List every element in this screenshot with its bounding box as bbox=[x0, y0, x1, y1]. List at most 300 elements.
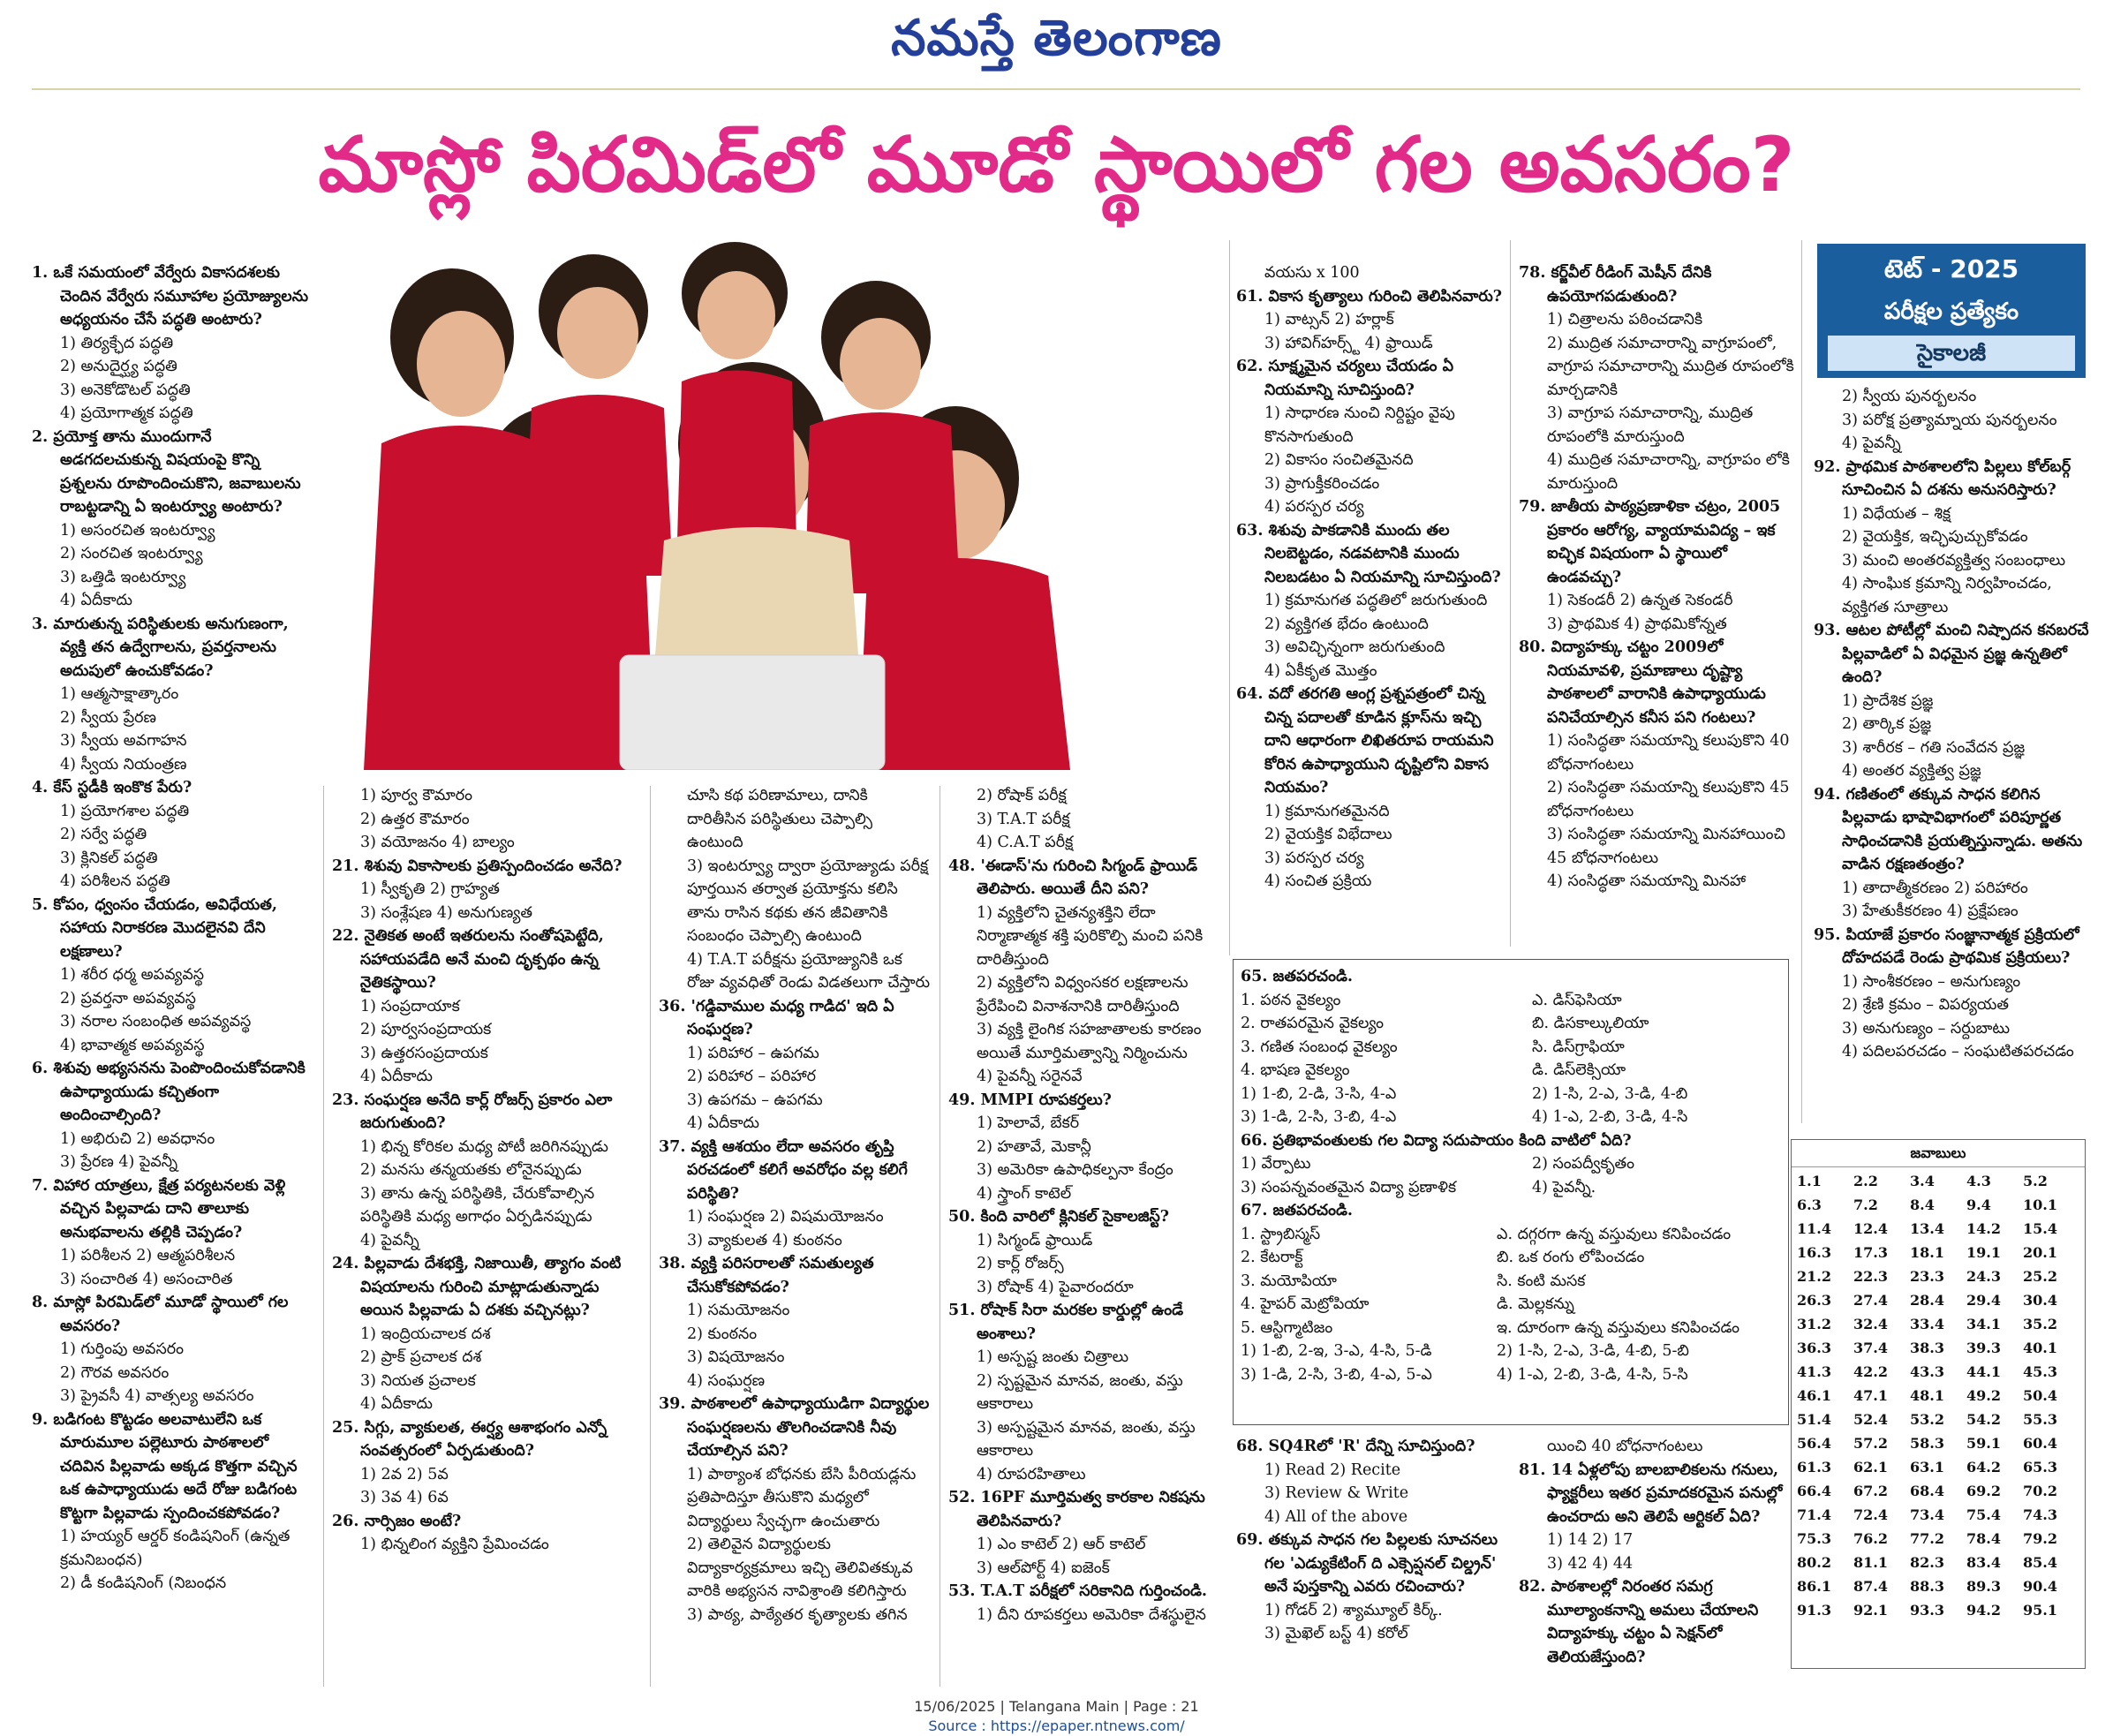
answer-cell: 26.3 bbox=[1797, 1292, 1831, 1309]
question: 22. నైతికత అంటే ఇతరులను సంతోషపెట్టేది, సహాయపడేది అనే మంచి దృక్పథం ఉన్న నైతికస్థాయి? bbox=[332, 927, 604, 992]
option: 3) ఉత్తరసంప్రదాయక bbox=[360, 1044, 488, 1062]
question: 92. ప్రాథమిక పాఠశాలలోని పిల్లలు కోల్‌బర్గ్ సూచించిన ఏ దశను అనుసరిస్తారు? bbox=[1814, 457, 2071, 499]
answer-cell: 22.3 bbox=[1853, 1268, 1888, 1285]
question: 61. వికాస కృత్యాలు గురించి తెలిపినవారు? bbox=[1236, 287, 1503, 306]
option: 1) తిర్యక్ఛేద పద్ధతి bbox=[60, 334, 174, 352]
answer-cell: 21.2 bbox=[1797, 1268, 1831, 1285]
question: 52. 16PF మూర్తిమత్వ కారకాల నికషను తెలిపినవారు? bbox=[948, 1489, 1205, 1530]
question: 6. శిశువు అభ్యసనను పెంపొందించుకోవడానికి ఉపాధ్యాయుడు కచ్చితంగా అందించాల్సింది? bbox=[32, 1060, 306, 1124]
question: 53. T.A.T పరీక్షలో సరికానిది గుర్తించండి. bbox=[948, 1582, 1207, 1600]
question: 26. నార్సిజం అంటే? bbox=[332, 1512, 462, 1530]
option: 4) ఏదీకాదు bbox=[360, 1395, 433, 1413]
answer-cell: 25.2 bbox=[2023, 1268, 2057, 1285]
question: 63. శిశువు పాకడానికి ముందు తల నిలబెట్టడం, నడవటానికి ముందు నిలబడటం ఏ నియమాన్ని సూచిస్తుంది? bbox=[1236, 521, 1501, 586]
option: 3) అవిచ్ఛిన్నంగా జరుగుతుంది bbox=[1264, 638, 1445, 656]
column-4 bbox=[948, 784, 1220, 1687]
option: 1) అసంరచిత ఇంటర్వ్యూ bbox=[60, 521, 215, 540]
option: 1) తాదాత్మీకరణం 2) పరిహారం bbox=[1842, 879, 2028, 897]
question: 93. ఆటల పోటీల్లో మంచి నిష్పాదన కనబరచే పిల్లవాడిలో ఏ విధమైన ప్రజ్ఞ ఉన్నతిలో ఉంది? bbox=[1814, 622, 2089, 686]
option: 2) గౌరవ అవసరం bbox=[60, 1363, 170, 1382]
question: 95. పియాజే ప్రకారం సంజ్ఞానాత్మక ప్రక్రియలో దోహదపడే రెండు ప్రాథమిక ప్రక్రియలు? bbox=[1814, 925, 2079, 967]
masthead bbox=[0, 0, 2113, 81]
option: 3) నరాల సంబంధిత అపవ్యవస్థ bbox=[60, 1013, 252, 1030]
headline: మాస్లో పిరమిడ్‌లో మూడో స్థాయిలో గల అవసరం? bbox=[318, 121, 1795, 209]
option: 2) అనుదైర్ఘ్య పద్ధతి bbox=[60, 358, 177, 375]
answer-cell: 11.4 bbox=[1797, 1220, 1831, 1237]
option: 4) ఏకీకృత మొత్తం bbox=[1264, 661, 1377, 680]
question: 79. జాతీయ పాఠ్యప్రణాళికా చట్రం, 2005 ప్రకారం ఆరోగ్య, వ్యాయామవిద్య – ఇక ఐచ్ఛిక విషయంగా ఏ స్థాయిలో ఉండవచ్చు? bbox=[1519, 498, 1781, 586]
answer-cell: 93.3 bbox=[1910, 1602, 1944, 1619]
option: 2) పరిహార – పరిహార bbox=[687, 1068, 816, 1085]
answer-cell: 92.1 bbox=[1853, 1602, 1888, 1619]
answer-cell: 6.3 bbox=[1797, 1196, 1822, 1213]
answer-cell: 18.1 bbox=[1910, 1244, 1944, 1261]
option: 4) ముద్రిత సమాచారాన్ని, వాగ్రూపం లోకి మారుస్తుంది bbox=[1547, 451, 1790, 493]
column-7 bbox=[1814, 385, 2091, 1127]
answer-cell: 70.2 bbox=[2023, 1483, 2057, 1499]
option: 1) Read 2) Recite bbox=[1264, 1461, 1401, 1479]
option: 3) పరోక్ష ప్రత్యామ్నాయ పునర్బలనం bbox=[1842, 411, 2057, 429]
option: 3) హేతుకీకరణం 4) ప్రక్షేపణం bbox=[1842, 902, 2019, 920]
option: 1) దీని రూపకర్తలు అమెరికా దేశస్థులైన bbox=[977, 1605, 1206, 1624]
newspaper-logo: నమస్తే తెలంగాణ bbox=[891, 9, 1222, 67]
option: 2) పూర్వసంప్రదాయక bbox=[360, 1021, 492, 1038]
question: 82. పాఠశాలల్లో నిరంతర సమగ్ర మూల్యాంకనాన్ని అమలు చేయాలని విద్యాహక్కు చట్టం ఏ సెక్షన్‌లో తెలియజేస్తుంది? bbox=[1519, 1578, 1759, 1666]
answer-cell: 48.1 bbox=[1910, 1387, 1944, 1404]
match-left: 2. రాతపరమైన వైకల్యం bbox=[1241, 1015, 1384, 1032]
option: చూసి కథ పరిణామాలు, దానికి దారితీసిన పరిస్థితులు చెప్పాల్సి ఉంటుంది bbox=[687, 787, 872, 851]
option: 3) ప్రేరణ 4) పైవన్నీ bbox=[60, 1153, 178, 1171]
answer-cell: 57.2 bbox=[1853, 1435, 1888, 1452]
option: 3) విషయోజనం bbox=[687, 1348, 785, 1366]
column-rule bbox=[1801, 240, 1802, 1123]
question: 78. కర్జ్‌వీల్ రీడింగ్ మెషీన్ దేనికి ఉపయోగపడుతుంది? bbox=[1519, 264, 1712, 306]
option: 3) ఉపగమ – ఉపగమ bbox=[687, 1091, 823, 1109]
option: 3) ప్రాగుక్తీకరించడం bbox=[1264, 474, 1380, 493]
answer-cell: 85.4 bbox=[2023, 1554, 2057, 1571]
answer-cell: 47.1 bbox=[1853, 1387, 1888, 1404]
option: 2) ముద్రిత సమాచారాన్ని వాగ్రూపంలో, వాగ్రూప సమాచారాన్ని ముద్రిత రూపంలోకి మార్చడానికి bbox=[1547, 334, 1794, 399]
answer-cell: 36.3 bbox=[1797, 1340, 1831, 1356]
match-left: 4. భాషణ వైకల్యం bbox=[1241, 1061, 1350, 1079]
option: 1) ఎం కాటెల్ 2) ఆర్ కాటెల్ bbox=[977, 1536, 1146, 1553]
option: 2) వికాసం సంచితమైనది bbox=[1264, 451, 1414, 469]
option: 1) 1-బి, 2-ఇ, 3-ఎ, 4-సి, 5-డి bbox=[1241, 1342, 1432, 1360]
column-5-bottom bbox=[1236, 1435, 1503, 1687]
question: 50. కింది వారిలో క్లినికల్ సైకాలజిస్ట్? bbox=[948, 1208, 1170, 1226]
option: 1) వాట్సన్ 2) హర్లాక్ bbox=[1264, 311, 1394, 328]
option: 3) 1-డి, 2-సి, 3-బి, 4-ఎ bbox=[1241, 1108, 1397, 1126]
option: 1) హయ్యర్ ఆర్డర్ కండిషనింగ్ (ఉన్నత క్రమనిబంధన) bbox=[60, 1528, 291, 1569]
option: 3) T.A.T పరీక్ష bbox=[977, 810, 1070, 828]
option: 2) సంపద్వీకృతం bbox=[1532, 1155, 1634, 1173]
answer-cell: 37.4 bbox=[1853, 1340, 1888, 1356]
option: 1) సంసిద్ధతా సమయాన్ని కలుపుకొని 40 బోధనాగంటలు bbox=[1547, 732, 1790, 774]
option: 1) క్రమానుగత పద్ధతిలో జరుగుతుంది bbox=[1264, 592, 1488, 609]
match-right: డి. మెల్లకన్ను bbox=[1497, 1295, 1574, 1313]
answer-cell: 88.3 bbox=[1910, 1578, 1944, 1595]
option: 3) అనుగుణ్యం – సర్దుబాటు bbox=[1842, 1019, 2010, 1038]
answer-cell: 55.3 bbox=[2023, 1411, 2057, 1428]
answer-cell: 20.1 bbox=[2023, 1244, 2057, 1261]
option: 1) భిన్న కోరికల మధ్య పోటీ జరిగినప్పుడు bbox=[360, 1137, 608, 1156]
option: 3) పరస్పర చర్య bbox=[1264, 849, 1364, 867]
option: 4) స్వీయ నియంత్రణ bbox=[60, 755, 187, 774]
question: 49. MMPI రూపకర్తలు? bbox=[948, 1091, 1112, 1109]
question: 94. గణితంలో తక్కువ సాధన కలిగిన పిల్లవాడు భాషావిభాగంలో పరిపూర్ణత సాధించడానికి ప్రయత్నిస్తున్నాడు. అతను వాడిన రక్షణతంత్రం? bbox=[1814, 785, 2083, 873]
answer-cell: 81.1 bbox=[1853, 1554, 1888, 1571]
option: 2) రోషాక్ పరీక్ష bbox=[977, 787, 1067, 804]
answer-cell: 71.4 bbox=[1797, 1506, 1831, 1523]
option: 1) వేర్పాటు bbox=[1241, 1155, 1311, 1173]
answer-cell: 59.1 bbox=[1966, 1435, 2001, 1452]
match-left: 4. హైపర్ మెట్రోపియా bbox=[1241, 1295, 1370, 1313]
answer-cell: 94.2 bbox=[1966, 1602, 2001, 1619]
option: 1) ఇంద్రియచాలక దశ bbox=[360, 1325, 491, 1343]
answer-cell: 17.3 bbox=[1853, 1244, 1888, 1261]
option: 1) ఆత్మసాక్షాత్కారం bbox=[60, 685, 179, 703]
option: 3) ప్రైవసీ 4) వాత్సల్య అవసరం bbox=[60, 1387, 254, 1405]
answer-cell: 90.4 bbox=[2023, 1578, 2057, 1595]
option: 4) 1-ఎ, 2-బి, 3-డి, 4-సి, 5-సి bbox=[1497, 1365, 1688, 1384]
option: 2) కుంఠనం bbox=[687, 1325, 758, 1343]
column-2 bbox=[332, 784, 641, 1687]
answer-cell: 30.4 bbox=[2023, 1292, 2057, 1309]
option: యించి 40 బోధనాగంటలు bbox=[1547, 1438, 1703, 1455]
answer-key-grid bbox=[1792, 1167, 2085, 1624]
match-left: 5. ఆస్టిగ్మాటిజం bbox=[1241, 1318, 1333, 1337]
question: 4. కేస్ స్టడీకి ఇంకొక పేరు? bbox=[32, 779, 192, 796]
question: 25. సిగ్గు, వ్యాకులత, ఈర్ష్య ఆశాభంగం ఎన్నో సంవత్సరంలో ఏర్పడుతుంది? bbox=[332, 1418, 607, 1460]
match-right: సి. కంటి మసక bbox=[1497, 1272, 1586, 1290]
question: 48. 'ఈడాస్'ను గురించి సిగ్మండ్ ఫ్రాయిడ్ తెలిపారు. అయితే దీని పని? bbox=[948, 857, 1198, 898]
option: 3) మైఖెల్ బస్ట్ 4) కరోల్ bbox=[1264, 1625, 1408, 1642]
match-left: 3. మయోపియా bbox=[1241, 1272, 1337, 1290]
option: 1) సాధారణ నుంచి నిర్దిష్టం వైపు కొనసాగుతుంది bbox=[1264, 404, 1455, 446]
option: 1) గోడర్ 2) శ్యామ్యూల్ కిర్క్. bbox=[1264, 1601, 1443, 1619]
answer-cell: 34.1 bbox=[1966, 1316, 2001, 1332]
answer-cell: 72.4 bbox=[1853, 1506, 1888, 1523]
match-right: బి. డిసకాల్కులియా bbox=[1532, 1015, 1649, 1032]
footer-source-link[interactable]: Source : https://epaper.ntnews.com/ bbox=[928, 1717, 1185, 1734]
option: 4) సంచిత ప్రక్రియ bbox=[1264, 872, 1372, 890]
option: 2) హతావే, మెకాన్లీ bbox=[977, 1137, 1091, 1156]
option: 3) ఆల్‌పోర్ట్ 4) ఐజెంక్ bbox=[977, 1559, 1110, 1577]
students-teacher-photo bbox=[328, 240, 1141, 770]
question: 1. ఒకే సమయంలో వేర్వేరు వికాసదశలకు చెందిన వేర్వేరు సమూహాల ప్రయోజ్యులను అధ్యయనం చేసే పద్ధతి అంటారు? bbox=[32, 264, 309, 328]
answer-cell: 76.2 bbox=[1853, 1530, 1888, 1547]
option: 4) పైవన్నీ సరైనవే bbox=[977, 1068, 1083, 1085]
option: 1) సమయోజనం bbox=[687, 1302, 790, 1319]
option: 2) వ్యక్తిలోని విధ్వంసకర లక్షణాలను ప్రేరేపించి వినాశనానికి దారితీస్తుంది bbox=[977, 974, 1189, 1015]
question: 38. వ్యక్తి పరిసరాలతో సమతుల్యత చేసుకోకపోవడం? bbox=[659, 1255, 874, 1296]
option: 1) ప్రాదేశిక ప్రజ్ఞ bbox=[1842, 691, 1934, 710]
option: 1) అస్పష్ట జంతు చిత్రాలు bbox=[977, 1348, 1129, 1366]
option: 3) అస్పష్టమైన మానవ, జంతు, వస్తు ఆకారాలు bbox=[977, 1418, 1196, 1460]
option: 4) 1-ఎ, 2-బి, 3-డి, 4-సి bbox=[1532, 1108, 1688, 1126]
option: 4) సంఘర్షణ bbox=[687, 1371, 766, 1390]
match-right: ఎ. డిస్‌ఫెసియా bbox=[1532, 991, 1622, 1009]
answer-cell: 24.3 bbox=[1966, 1268, 2001, 1285]
option: 2) తెలివైన విద్యార్థులకు విద్యాకార్యక్రమాలు ఇచ్చి తెలివితక్కువ వారికి అభ్యసన నావిశ్రాంతి కలిగిస్తారు bbox=[687, 1536, 913, 1600]
option: 4) పైవన్నీ. bbox=[1532, 1178, 1596, 1196]
option: 2) వైయక్తిక, ఇచ్ఛిపుచ్చుకోవడం bbox=[1842, 528, 2028, 546]
option: 4) పరస్పర చర్య bbox=[1264, 498, 1364, 516]
option: 2) కార్ల్ రోజర్స్ bbox=[977, 1255, 1064, 1272]
option: 4) భావాత్మక అపవ్యవస్థ bbox=[60, 1036, 205, 1054]
question: 24. పిల్లవాడు దేశభక్తి, నిజాయితీ, త్యాగం వంటి విషయాలను గురించి మాట్లాడుతున్నాడు అయిన పిల్లవాడు ఏ దశకు వచ్చినట్లు? bbox=[332, 1255, 622, 1319]
question: 80. విద్యాహక్కు చట్టం 2009లో నియమావళి, ప్రమాణాలు దృష్ట్యా పాఠశాలలో వారానికి ఉపాధ్యాయుడు పనిచేయాల్సిన కనీస పని గంటలు? bbox=[1519, 638, 1766, 727]
column-1 bbox=[32, 261, 313, 1687]
option: 3) స్వీయ అవగాహన bbox=[60, 732, 187, 750]
column-6 bbox=[1519, 261, 1794, 947]
option: 2) సంరచిత ఇంటర్వ్యూ bbox=[60, 545, 203, 562]
option: 3) సంచారిత 4) అసంచారిత bbox=[60, 1270, 233, 1288]
answer-cell: 23.3 bbox=[1910, 1268, 1944, 1285]
option: 3) వ్యాకులత 4) కుంఠనం bbox=[687, 1231, 842, 1249]
question-66: 66. ప్రతిభావంతులకు గల విద్యా సదుపాయం కింది వాటిలో ఏది? bbox=[1241, 1131, 1632, 1150]
option: 3) మంచి అంతరవ్యక్తిత్వ సంబంధాలు bbox=[1842, 551, 2066, 570]
option: 1) 14 2) 17 bbox=[1547, 1531, 1634, 1549]
answer-cell: 42.2 bbox=[1853, 1363, 1888, 1380]
option: 2) తార్కిక ప్రజ్ఞ bbox=[1842, 715, 1932, 733]
option: 2) సంసిద్ధతా సమయాన్ని కలుపుకొని 45 బోధనాగంటలు bbox=[1547, 779, 1790, 820]
question: 7. విహార యాత్రలు, క్షేత్ర పర్యటనలకు వెళ్లి వచ్చిన పిల్లవాడు దాని తాలూకు అనుభవాలను తల్లికి చెప్పడం? bbox=[32, 1176, 286, 1242]
option: 4) పైవన్నీ bbox=[1842, 434, 1901, 452]
option: 1) విధేయత – శిక్ష bbox=[1842, 504, 1951, 523]
option: 3) వాగ్రూప సమాచారాన్ని, ముద్రిత రూపంలోకి మారుస్తుంది bbox=[1547, 404, 1754, 446]
answer-cell: 27.4 bbox=[1853, 1292, 1888, 1309]
option: 4) అంతర వ్యక్తిత్వ ప్రజ్ఞ bbox=[1842, 762, 1981, 780]
option: 1) స్వీకృతి 2) గ్రాహ్యత bbox=[360, 880, 500, 898]
question: 69. తక్కువ సాధన గల పిల్లలకు సూచనలు గల 'ఎడ్యుకేటింగ్ ది ఎక్సెప్షనల్ చిల్డ్రన్' అనే పుస్తకాన్ని ఎవరు రచించారు? bbox=[1236, 1531, 1498, 1596]
answer-cell: 31.2 bbox=[1797, 1316, 1831, 1332]
question: 68. SQ4Rలో 'R' దేన్ని సూచిస్తుంది? bbox=[1236, 1438, 1475, 1455]
option: 1) సెకండరీ 2) ఉన్నత సెకండరీ bbox=[1547, 592, 1733, 609]
answer-cell: 60.4 bbox=[2023, 1435, 2057, 1452]
answer-cell: 4.3 bbox=[1966, 1173, 1991, 1189]
option: 2) డీ కండిషనింగ్ (నిబంధన bbox=[60, 1574, 227, 1592]
column-5 bbox=[1236, 261, 1503, 947]
question: 36. 'గడ్డివాముల మధ్య గాడిద' ఇది ఏ సంఘర్షణ? bbox=[659, 997, 894, 1038]
question: 8. మాస్లో పిరమిడ్‌లో మూడో స్థాయిలో గల అవసరం? bbox=[32, 1294, 289, 1335]
question: 51. రోషాక్ సిరా మరకల కార్డుల్లో ఉండే అంశాలు? bbox=[948, 1302, 1184, 1343]
option: 1) సిగ్మండ్ ఫ్రాయిడ్ bbox=[977, 1231, 1093, 1249]
answer-cell: 64.2 bbox=[1966, 1459, 2001, 1476]
matching-questions-box bbox=[1233, 959, 1789, 1425]
answer-cell: 66.4 bbox=[1797, 1483, 1831, 1499]
answer-cell: 12.4 bbox=[1853, 1220, 1888, 1237]
option: 1) పరిశీలన 2) ఆత్మపరిశీలన bbox=[60, 1247, 236, 1264]
option: 2) ఉత్తర కౌమారం bbox=[360, 810, 470, 828]
answer-cell: 1.1 bbox=[1797, 1173, 1822, 1189]
match-left: 1. పఠన వైకల్యం bbox=[1241, 991, 1341, 1009]
answer-cell: 68.4 bbox=[1910, 1483, 1944, 1499]
option: 3) ఇంటర్వ్యూ ద్వారా ప్రయోజ్యుడు పరీక్ష పూర్తయిన తర్వాత ప్రయోక్తను కలిసి తాను రాసిన కథకు తన జీవితానికి సంబంధం చెప్పాల్సి ఉంటుంది bbox=[687, 857, 929, 945]
answer-cell: 86.1 bbox=[1797, 1578, 1831, 1595]
option: 3) క్లినికల్ పద్ధతి bbox=[60, 849, 158, 867]
answer-cell: 65.3 bbox=[2023, 1459, 2057, 1476]
answer-cell: 39.3 bbox=[1966, 1340, 2001, 1356]
answer-cell: 61.3 bbox=[1797, 1459, 1831, 1476]
option: 4) ప్రయోగాత్మక పద్ధతి bbox=[60, 404, 193, 422]
option: 3) తాను ఉన్న పరిస్థితికి, చేరుకోవాల్సిన పరిస్థితికి మధ్య అగాధం ఏర్పడినప్పుడు bbox=[360, 1184, 595, 1226]
option: 2) ప్రవర్తనా అపవ్యవస్థ bbox=[60, 989, 196, 1008]
answer-cell: 67.2 bbox=[1853, 1483, 1888, 1499]
answer-cell: 32.4 bbox=[1853, 1316, 1888, 1332]
option: 3) నియత ప్రచాలక bbox=[360, 1371, 476, 1390]
match-right: బి. ఒక రంగు లోపించడం bbox=[1497, 1249, 1645, 1266]
answer-cell: 95.1 bbox=[2023, 1602, 2057, 1619]
answer-cell: 54.2 bbox=[1966, 1411, 2001, 1428]
option: 3) Review & Write bbox=[1264, 1484, 1409, 1502]
answer-key-title: జవాబులు bbox=[1792, 1140, 2085, 1167]
answer-cell: 75.3 bbox=[1797, 1530, 1831, 1547]
option: 1) అభిరుచి 2) అవధానం bbox=[60, 1129, 215, 1148]
option: 2) సర్వే పద్ధతి bbox=[60, 826, 147, 843]
answer-cell: 74.3 bbox=[2023, 1506, 2057, 1523]
question: 64. వదో తరగతి ఆంగ్ల ప్రశ్నపత్రంలో చిన్న చిన్న పదాలతో కూడిన క్లూస్‌ను ఇచ్చి దాని ఆధారంగా లిఖితరూప రాయమని కోరిన ఉపాధ్యాయుని దృష్టిలోని వికాస నియమం? bbox=[1236, 685, 1494, 796]
option: 3) రోషాక్ 4) పైవారందరూ bbox=[977, 1278, 1134, 1296]
column-rule bbox=[1510, 240, 1511, 947]
option: 3) వయోజనం 4) బాల్యం bbox=[360, 834, 515, 851]
answer-cell: 2.2 bbox=[1853, 1173, 1878, 1189]
option: 1) సంప్రదాయాక bbox=[360, 997, 460, 1015]
answer-cell: 73.4 bbox=[1910, 1506, 1944, 1523]
option: 1) భిన్నలింగ వ్యక్తిని ప్రేమించడం bbox=[360, 1536, 549, 1553]
answer-cell: 49.2 bbox=[1966, 1387, 2001, 1404]
option: 1) పాఠ్యాంశ బోధనకు బేసి పీరియడ్లను ప్రతిపాదిస్తూ తీసుకొని మధ్యలో విద్యార్థులు స్వేచ్ఛగా ఉంచుతారు bbox=[687, 1465, 917, 1530]
answer-cell: 56.4 bbox=[1797, 1435, 1831, 1452]
answer-cell: 53.2 bbox=[1910, 1411, 1944, 1428]
column-3 bbox=[659, 784, 931, 1687]
option: 4) C.A.T పరీక్ష bbox=[977, 834, 1074, 851]
answer-cell: 83.4 bbox=[1966, 1554, 2001, 1571]
option: 3) హావిగ్‌హర్స్ట్ 4) ఫ్రాయిడ్ bbox=[1264, 334, 1433, 352]
answer-cell: 77.2 bbox=[1910, 1530, 1944, 1547]
option: 3) ప్రాథమిక 4) ప్రాథమికోన్నత bbox=[1547, 615, 1727, 633]
match-left: 2. కేటరాక్ట్ bbox=[1241, 1249, 1303, 1266]
answer-cell: 87.4 bbox=[1853, 1578, 1888, 1595]
option: 1) క్రమానుగతమైనది bbox=[1264, 802, 1390, 820]
option: 1) పూర్వ కౌమారం bbox=[360, 787, 473, 804]
answer-cell: 75.4 bbox=[1966, 1506, 2001, 1523]
section-tag-subtitle: పరీక్షల ప్రత్యేకం bbox=[1883, 298, 2019, 325]
option: 4) పైవన్నీ bbox=[360, 1231, 419, 1249]
answer-cell: 62.1 bbox=[1853, 1459, 1888, 1476]
answer-cell: 35.2 bbox=[2023, 1316, 2057, 1332]
option: 4) పదిలపరచడం – సంఘటితపరచడం bbox=[1842, 1043, 2074, 1060]
match-right: ఎ. దగ్గరగా ఉన్న వస్తువులు కనిపించడం bbox=[1497, 1225, 1732, 1243]
question-67: 67. జతపరచండి. bbox=[1241, 1202, 1353, 1219]
option: 1) శరీర ధర్మ అపవ్యవస్థ bbox=[60, 966, 205, 984]
answer-cell: 79.2 bbox=[2023, 1530, 2057, 1547]
option: 1) వ్యక్తిలోని చైతన్యశక్తిని లేదా నిర్మాణాత్మక శక్తి పురికొల్పి మంచి పనికి దారితీస్తుంది bbox=[977, 903, 1204, 969]
answer-cell: 9.4 bbox=[1966, 1196, 1991, 1213]
match-left: 3. గణిత సంబంధ వైకల్యం bbox=[1241, 1038, 1398, 1056]
option: 3) సంసిద్ధతా సమయాన్ని మినహాయించి 45 బోధనాగంటలు bbox=[1547, 826, 1785, 867]
answer-cell: 44.1 bbox=[1966, 1363, 2001, 1380]
option: 4) రూపరహితాలు bbox=[977, 1465, 1086, 1483]
option: 3) సంపన్నవంతమైన విద్యా ప్రణాళిక bbox=[1241, 1178, 1457, 1196]
question: 81. 14 ఏళ్లలోపు బాలబాలికలను గనులు, ఫ్యాక్టరీలు ఇతర ప్రమాదకరమైన పనుల్లో ఉంచరాదు అని తెలిపే ఆర్టికల్ ఏది? bbox=[1519, 1461, 1783, 1526]
option: 1) పరిహార – ఉపగమ bbox=[687, 1044, 819, 1062]
column-rule bbox=[1229, 240, 1230, 955]
column-rule bbox=[650, 786, 651, 1687]
answer-cell: 46.1 bbox=[1797, 1387, 1831, 1404]
option: 3) శారీరక – గతి సంవేదన ప్రజ్ఞ bbox=[1842, 738, 2026, 757]
question: 39. పాఠశాలలో ఉపాధ్యాయుడిగా విద్యార్థుల సంఘర్షణలను తొలగించడానికి నీవు చేయాల్సిన పని? bbox=[659, 1395, 930, 1460]
option: 4) T.A.T పరీక్షను ప్రయోజ్యునికి ఒక రోజు వ్యవధితో రెండు విడతలుగా చేస్తారు bbox=[687, 950, 931, 992]
option: 1) హెలావే, బేకర్ bbox=[977, 1114, 1080, 1132]
question: 3. మారుతున్న పరిస్థితులకు అనుగుణంగా, వ్యక్తి తన ఉద్వేగాలను, ప్రవర్తనాలను అదుపులో ఉంచుకోవడం? bbox=[32, 615, 289, 680]
answer-key-box bbox=[1791, 1139, 2086, 1669]
answer-cell: 14.2 bbox=[1966, 1220, 2001, 1237]
match-right: డి. డిస్‌లెక్సియా bbox=[1532, 1061, 1626, 1079]
answer-cell: 13.4 bbox=[1910, 1220, 1944, 1237]
section-tag bbox=[1817, 244, 2086, 378]
option: 4) పరిశీలన పద్ధతి bbox=[60, 872, 170, 890]
question: 2. ప్రయోక్త తాను ముందుగానే అడగదలచుకున్న విషయంపై కొన్ని ప్రశ్నలను రూపొందించుకొని, జవాబులను రాబట్టడాన్ని ఏ ఇంటర్వ్యూ అంటారు? bbox=[32, 427, 301, 516]
answer-cell: 45.3 bbox=[2023, 1363, 2057, 1380]
option: 3) అమెరికా ఉపాధికల్పనా కేంద్రం bbox=[977, 1161, 1173, 1179]
answer-cell: 43.3 bbox=[1910, 1363, 1944, 1380]
answer-cell: 80.2 bbox=[1797, 1554, 1831, 1571]
answer-cell: 52.4 bbox=[1853, 1411, 1888, 1428]
answer-cell: 40.1 bbox=[2023, 1340, 2057, 1356]
answer-cell: 58.3 bbox=[1910, 1435, 1944, 1452]
answer-cell: 33.4 bbox=[1910, 1316, 1944, 1332]
option: 3) 3వ 4) 6వ bbox=[360, 1489, 449, 1506]
answer-cell: 28.4 bbox=[1910, 1292, 1944, 1309]
option: 2) ప్రాక్ ప్రచాలక దశ bbox=[360, 1348, 482, 1366]
option: 2) స్పష్టమైన మానవ, జంతు, వస్తు ఆకారాలు bbox=[977, 1371, 1183, 1413]
answer-cell: 7.2 bbox=[1853, 1196, 1878, 1213]
masthead-divider bbox=[32, 88, 2080, 90]
option: 3) 42 4) 44 bbox=[1547, 1554, 1634, 1573]
option: 3) పాఠ్య, పాఠ్యేతర కృత్యాలకు తగిన bbox=[687, 1605, 908, 1624]
column-rule bbox=[323, 786, 324, 1687]
answer-cell: 51.4 bbox=[1797, 1411, 1831, 1428]
option: 3) ఒత్తిడి ఇంటర్వ్యూ bbox=[60, 568, 186, 586]
answer-cell: 41.3 bbox=[1797, 1363, 1831, 1380]
option: 4) ఏదీకాదు bbox=[360, 1068, 433, 1085]
answer-cell: 50.4 bbox=[2023, 1387, 2057, 1404]
question-65: 65. జతపరచండి. bbox=[1241, 968, 1353, 985]
question: 21. శిశువు వికాసాలకు ప్రతిస్పందించడం అనేది? bbox=[332, 857, 623, 875]
option: 3) అనెకోడొటల్ పద్ధతి bbox=[60, 381, 191, 399]
answer-cell: 16.3 bbox=[1797, 1244, 1831, 1261]
option: 4) ఏదీకాదు bbox=[60, 592, 132, 609]
option: 4) ఏదీకాదు bbox=[687, 1114, 759, 1132]
match-left: 1. స్ట్రాబిస్మస్ bbox=[1241, 1225, 1321, 1243]
answer-cell: 82.3 bbox=[1910, 1554, 1944, 1571]
option: 1) గుర్తింపు అవసరం bbox=[60, 1340, 185, 1358]
option: 2) వైయక్తిక విభేదాలు bbox=[1264, 826, 1392, 843]
answer-cell: 29.4 bbox=[1966, 1292, 2001, 1309]
option: 3) సంశ్లేషణ 4) అనుగుణ్యత bbox=[360, 903, 533, 922]
answer-cell: 5.2 bbox=[2023, 1173, 2048, 1189]
option: 4) All of the above bbox=[1264, 1507, 1408, 1526]
page-footer bbox=[0, 1697, 2113, 1736]
section-tag-title: టెట్ - 2025 bbox=[1883, 254, 2019, 283]
option: 1) 2వ 2) 5వ bbox=[360, 1465, 449, 1483]
match-right: సి. డిస్‌గ్రాఫియా bbox=[1532, 1038, 1625, 1056]
answer-cell: 10.1 bbox=[2023, 1196, 2057, 1213]
option: 4) సాంఘిక క్రమాన్ని నిర్వహించడం, వ్యక్తిగత సూత్రాలు bbox=[1842, 575, 2052, 616]
answer-cell: 38.3 bbox=[1910, 1340, 1944, 1356]
question: 62. సూక్ష్మమైన చర్యలు చేయడం ఏ నియమాన్ని సూచిస్తుంది? bbox=[1236, 358, 1454, 399]
